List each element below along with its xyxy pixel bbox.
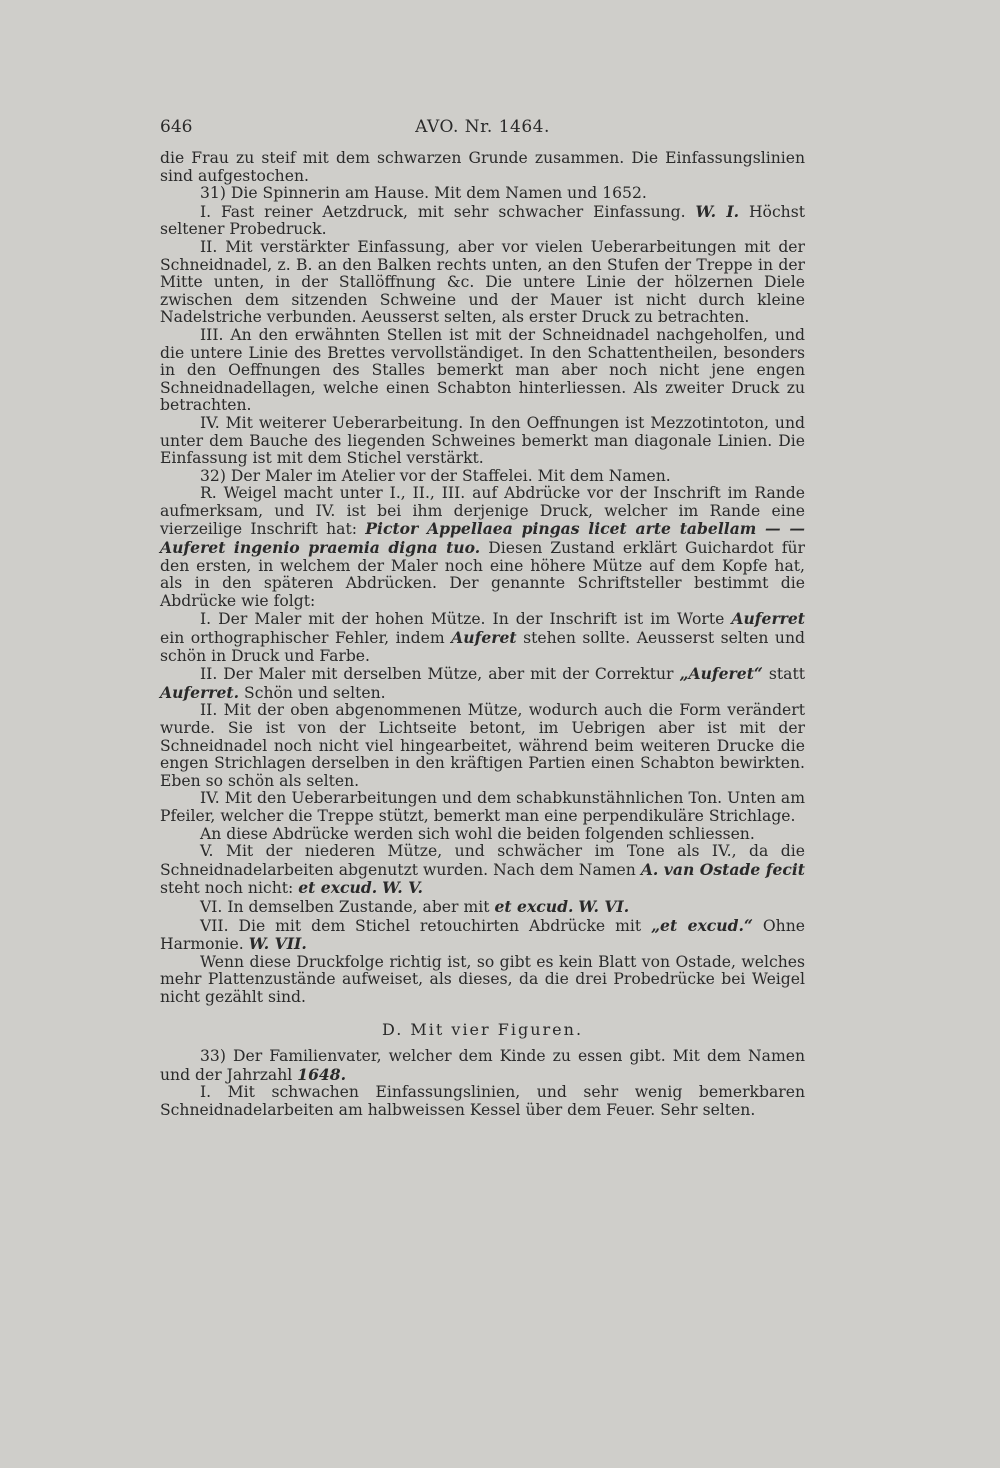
paragraph: die Frau zu steif mit dem schwarzen Grunde zusammen. Die Einfassungslinien sind aufgestochen.	[160, 149, 805, 185]
italic-run: W. V.	[382, 878, 423, 898]
italic-run: Auferret.	[160, 682, 240, 702]
text-run: stehen sollte. Aeusserst selten und schön in Druck und Farbe.	[160, 629, 805, 665]
paragraph: Wenn diese Druckfolge richtig ist, so gibt es kein Blatt von Ostade, welches mehr Plattenzustände aufweiset, als dieses, da die drei Probedrücke bei Weigel nicht gezählt sind.	[160, 952, 805, 1006]
italic-run: „Auferet“	[679, 664, 763, 684]
text-run: ein orthographischer Fehler, indem	[160, 629, 445, 648]
paragraph: 31) Die Spinnerin am Hause. Mit dem Namen und 1652.	[200, 184, 647, 203]
text-run: 33) Der Familienvater, welcher dem Kinde zu essen gibt. Mit dem Namen und der Jahrzahl	[160, 1047, 805, 1084]
paragraph	[160, 917, 805, 954]
paragraph	[160, 665, 805, 702]
paragraph: II. Mit der oben abgenommenen Mütze, wodurch auch die Form verändert wurde. Sie ist von der Lichtseite betont, im Uebrigen aber ist mit der Schneidnadel noch nicht viel hingearbeitet, während beim weiteren Drucke die engen Strichlagen derselben in den kräftigen Partien einen Schabton bewirkten. Eben so schön als selten.	[160, 701, 805, 790]
paragraph	[160, 898, 805, 917]
paragraph: IV. Mit weiterer Ueberarbeitung. In den Oeffnungen ist Mezzotintoton, und unter dem Bauche des liegenden Schweines bemerkt man diagonale Linien. Die Einfassung ist mit dem Stichel verstärkt.	[160, 413, 805, 468]
page-header	[160, 117, 805, 141]
page-number: 646	[160, 117, 193, 137]
text-run: I. Der Maler mit der hohen Mütze. In der Inschrift ist im Worte	[200, 610, 725, 629]
running-title: AVO. Nr. 1464.	[415, 117, 550, 137]
section-heading: D. Mit vier Figuren.	[381, 1019, 584, 1039]
paragraph: III. An den erwähnten Stellen ist mit der Schneidnadel nachgeholfen, und die untere Linie des Brettes vervollständiget. In den Schattentheilen, besonders in den Oeffnungen des Stalles bemerkt man aber noch nicht jene engen Schneidnadellagen, welche einen Schabton hinterliessen. Als zweiter Druck zu betrachten.	[160, 325, 805, 415]
paragraph	[160, 610, 805, 665]
paragraph: I. Mit schwachen Einfassungslinien, und sehr wenig bemerkbaren Schneidnadelarbeiten am halbweissen Kessel über dem Feuer. Sehr selten.	[160, 1083, 805, 1119]
italic-run: „et excud.“	[651, 915, 753, 935]
paragraph: IV. Mit den Ueberarbeitungen und dem schabkunstähnlichen Ton. Unten am Pfeiler, welcher die Treppe stützt, bemerkt man eine perpendikuläre Strichlage.	[160, 789, 805, 825]
text-run: Ohne Harmonie.	[160, 916, 805, 954]
italic-run: 1648.	[297, 1064, 347, 1084]
text-run: Schön und selten.	[244, 683, 386, 702]
text-run: steht noch nicht:	[160, 879, 294, 898]
italic-run: W. VII.	[248, 934, 307, 954]
paragraph	[160, 843, 805, 898]
italic-run: A. van Ostade fecit	[640, 859, 805, 879]
paragraph	[160, 203, 805, 239]
paragraph: 32) Der Maler im Atelier vor der Staffelei. Mit dem Namen.	[200, 466, 671, 485]
text-run: Diesen Zustand erklärt Guichardot für den ersten, in welchem der Maler noch eine höhere Mütze auf dem Kopfe hat, als in den späteren Abdrücken. Der genannte Schriftsteller bestimmt die Abdrücke wie folgt:	[160, 539, 805, 610]
paragraph	[160, 485, 805, 610]
italic-run: et excud.	[298, 878, 378, 898]
italic-run: et excud.	[494, 896, 574, 916]
paragraph	[160, 1048, 805, 1084]
text-run: statt	[768, 665, 805, 684]
italic-run: Auferret	[731, 609, 805, 629]
text-run: I. Fast reiner Aetzdruck, mit sehr schwacher Einfassung.	[200, 202, 686, 221]
paragraph: II. Mit verstärkter Einfassung, aber vor vielen Ueberarbeitungen mit der Schneidnadel, z. B. an den Balken rechts unten, an den Stufen der Treppe in der Mitte unten, in der Stallöffnung &c. Die untere Linie der hölzernen Diele zwischen dem sitzenden Schweine und der Mauer ist nicht durch kleine Nadelstriche verbunden. Aeusserst selten, als erster Druck zu betrachten.	[160, 237, 805, 327]
paragraph: An diese Abdrücke werden sich wohl die beiden folgenden schliessen.	[200, 824, 755, 843]
italic-run: W. VI.	[578, 896, 630, 916]
text-run: Höchst seltener Probedruck.	[160, 202, 805, 239]
italic-run: W. I.	[695, 201, 740, 221]
italic-run: Pictor Appellaea pingas licet arte tabellam — — Auferet ingenio praemia digna tuo.	[160, 519, 805, 558]
body-text	[160, 150, 805, 1119]
italic-run: Auferet	[451, 628, 517, 648]
text-run: V. Mit der niederen Mütze, und schwächer im Tone als IV., da die Schneidnadelarbeiten abgenutzt wurden. Nach dem Namen	[160, 842, 805, 879]
text-run: VII. Die mit dem Stichel retouchirten Abdrücke mit	[200, 916, 642, 935]
text-run: R. Weigel macht unter I., II., III. auf Abdrücke vor der Inschrift im Rande aufmerksam, und IV. ist bei ihm derjenige Druck, welcher im Rande eine vierzeilige Inschrift hat:	[160, 484, 805, 539]
text-run: II. Der Maler mit derselben Mütze, aber mit der Correktur	[200, 665, 674, 684]
text-run: VI. In demselben Zustande, aber mit	[200, 897, 490, 916]
